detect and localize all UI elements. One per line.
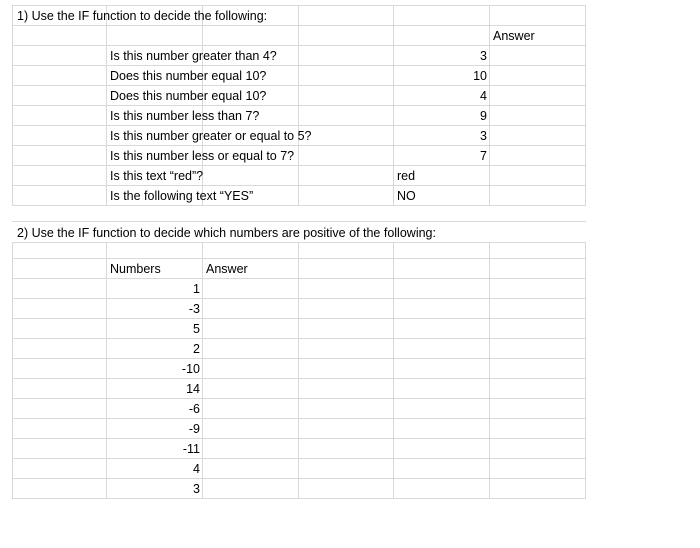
question-cell[interactable]: Is this number greater than 4? (110, 49, 277, 63)
number-cell[interactable]: 1 (193, 282, 200, 296)
question-cell[interactable]: Is the following text “YES” (110, 189, 254, 203)
number-cell[interactable]: -11 (182, 442, 200, 456)
question-cell[interactable]: Is this text “red”? (110, 169, 204, 183)
question-cell[interactable]: Does this number equal 10? (110, 89, 267, 103)
section1-title[interactable]: 1) Use the IF function to decide the following: (17, 9, 268, 23)
question-cell[interactable]: Is this number greater or equal to 5? (110, 129, 312, 143)
value-cell[interactable]: 3 (480, 129, 487, 143)
value-cell[interactable]: 9 (480, 109, 487, 123)
section2-title[interactable]: 2) Use the IF function to decide which numbers are positive of the following: (17, 226, 436, 240)
number-cell[interactable]: 2 (193, 342, 200, 356)
value-cell[interactable]: 10 (473, 69, 487, 83)
section2-answer-header[interactable]: Answer (206, 262, 248, 276)
number-cell[interactable]: -9 (188, 422, 200, 436)
question-cell[interactable]: Is this number less or equal to 7? (110, 149, 295, 163)
section1-answer-header[interactable]: Answer (493, 29, 535, 43)
number-cell[interactable]: 4 (193, 462, 200, 476)
value-cell[interactable]: 7 (480, 149, 487, 163)
number-cell[interactable]: -3 (188, 302, 200, 316)
number-cell[interactable]: 5 (193, 322, 200, 336)
question-cell[interactable]: Does this number equal 10? (110, 69, 267, 83)
text-value-cell[interactable]: NO (397, 189, 416, 203)
value-cell[interactable]: 3 (480, 49, 487, 63)
numbers-header[interactable]: Numbers (110, 262, 161, 276)
value-cell[interactable]: 4 (480, 89, 487, 103)
text-value-cell[interactable]: red (397, 169, 416, 183)
number-cell[interactable]: 14 (186, 382, 200, 396)
question-cell[interactable]: Is this number less than 7? (110, 109, 260, 123)
number-cell[interactable]: -10 (181, 362, 200, 376)
number-cell[interactable]: 3 (193, 482, 200, 496)
number-cell[interactable]: -6 (188, 402, 200, 416)
